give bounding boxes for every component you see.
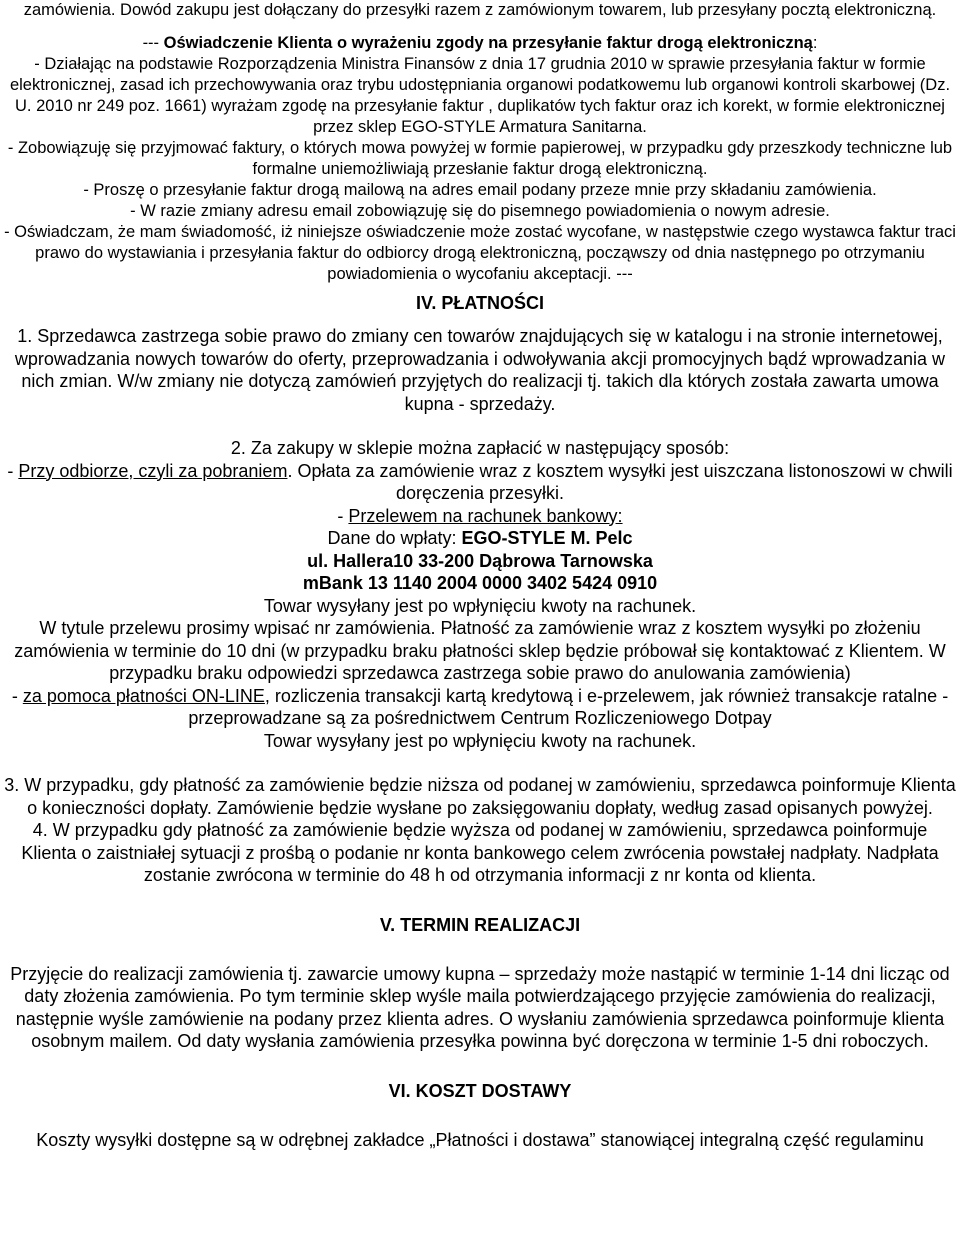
payment-name: EGO-STYLE M. Pelc <box>461 528 633 548</box>
section-4-paragraph-4: 4. W przypadku gdy płatność za zamówienie będzie wyższa od podanej w zamówieniu, sprzedawca poinformuje Klienta o zaistniałej sytuacji z prośbą o podanie nr konta bankowego celem zwrócenia powstałej nadpłaty. Nadpłata zostanie zwrócona w terminie do 48 h od otrzymania informacji z nr konta od klienta. <box>21 820 939 885</box>
declaration-heading-text: Oświadczenie Klienta o wyrażeniu zgody na przesyłanie faktur drogą elektroniczną <box>163 34 813 52</box>
bank-transfer-line <box>0 505 960 528</box>
payment-data-line <box>0 527 960 550</box>
declaration-paragraph-1: - Działając na podstawie Rozporządzenia Ministra Finansów z dnia 17 grudnia 2010 w sprawie przesyłania faktur w formie elektronicznej, zasad ich przechowywania oraz trybu udostępniania organowi podatkowemu lub organowi kontroli skarbowej (Dz. U. 2010 nr 249 poz. 1661) wyrażam zgodę na przesyłanie faktur , duplikatów tych faktur oraz ich korekt, w formie elektronicznej przez sklep EGO-STYLE Armatura Sanitarna. <box>9 55 951 136</box>
section-4-paragraph-2-title: 2. Za zakupy w sklepie można zapłacić w następujący sposób: <box>230 438 730 458</box>
declaration-paragraph-5: - Oświadczam, że mam świadomość, iż niniejsze oświadczenie może zostać wycofane, w następstwie czego wystawca faktur traci prawo do wystawiania i przesyłania faktur do odbiorcy drogą elektroniczną, począwszy od dnia następnego po otrzymaniu powiadomienia o wycofaniu akceptacji. --- <box>4 223 956 283</box>
section-6-paragraph: Koszty wysyłki dostępne są w odrębnej zakładce „Płatności i dostawa” stanowiącej integralną część regulaminu <box>36 1129 924 1150</box>
online-prefix: - <box>11 685 23 706</box>
bank-transfer-link[interactable]: Przelewem na rachunek bankowy: <box>348 505 623 526</box>
declaration-paragraph-2: - Zobowiązuję się przyjmować faktury, o których mowa powyżej w formie papierowej, w przypadku gdy przeszkody techniczne lub formalne uniemożliwiają przesłanie faktur drogą elektroniczną. <box>7 139 953 178</box>
online-payment-link[interactable]: za pomoca płatności ON-LINE <box>22 685 265 706</box>
cod-prefix: - <box>7 460 19 481</box>
declaration-heading-prefix: --- <box>142 34 164 52</box>
section-4-paragraph-1: 1. Sprzedawca zastrzega sobie prawo do zmiany cen towarów znajdujących się w katalogu i na stronie internetowej, wprowadzania nowych towarów do oferty, przeprowadzania i odwoływania akcji promocyjnych bądź wprowadzania w nich zmian. W/w zmiany nie dotyczą zamówień przyjętych do realizacji tj. takich dla których została zawarta umowa kupna - sprzedaży. <box>14 326 946 414</box>
declaration-paragraph-4: - W razie zmiany adresu email zobowiązuję się do pisemnego powiadomienia o nowym adresie. <box>130 202 830 220</box>
payment-address: ul. Hallera10 33-200 Dąbrowa Tarnowska <box>307 550 653 571</box>
online-payment-paragraph <box>0 685 960 730</box>
intro-paragraph: zamówienia. Dowód zakupu jest dołączany do przesyłki razem z zamówionym towarem, lub przesyłany pocztą elektroniczną. <box>23 1 937 19</box>
transfer-prefix: - <box>337 505 349 526</box>
declaration-paragraph-3: - Proszę o przesyłanie faktur drogą mailową na adres email podany przeze mnie przy składaniu zamówienia. <box>83 181 877 199</box>
section-6-title: VI. KOSZT DOSTAWY <box>388 1080 572 1101</box>
cash-on-delivery-paragraph <box>0 460 960 505</box>
declaration-heading <box>0 33 960 54</box>
shipping-after-payment-1: Towar wysyłany jest po wpłynięciu kwoty na rachunek. <box>263 595 697 616</box>
bank-account: mBank 13 1140 2004 0000 3402 5424 0910 <box>302 573 658 593</box>
cash-on-delivery-link[interactable]: Przy odbiorze, czyli za pobraniem <box>18 460 288 481</box>
section-4-paragraph-3: 3. W przypadku, gdy płatność za zamówienie będzie niższa od podanej w zamówieniu, sprzedawca poinformuje Klienta o konieczności dopłaty. Zamówienie będzie wysłane po zaksięgowaniu dopłaty, według zasad opisanych powyżej. <box>4 775 956 818</box>
shipping-after-payment-2: Towar wysyłany jest po wpłynięciu kwoty na rachunek. <box>263 730 697 751</box>
payment-label: Dane do wpłaty: <box>327 528 462 548</box>
online-text: , rozliczenia transakcji kartą kredytową i e-przelewem, jak również transakcje ratalne - przeprowadzane są za pośrednictwem Centrum Rozliczeniowego Dotpay <box>188 685 949 728</box>
section-5-title: V. TERMIN REALIZACJI <box>379 914 581 935</box>
section-5-paragraph: Przyjęcie do realizacji zamówienia tj. zawarcie umowy kupna – sprzedaży może nastąpić w terminie 1-14 dni licząc od daty złożenia zamówienia. Po tym terminie sklep wyśle maila potwierdzającego przyjęcie zamówienia do realizacji, następnie wyśle zamówienie na podany przez klienta adres. O wysłaniu zamówienia sprzedawca poinformuje klienta osobnym mailem. Od daty wysłania zamówienia przesyłka powinna być doręczona w terminie 1-5 dni roboczych. <box>10 963 950 1051</box>
section-4-title: IV. PŁATNOŚCI <box>415 293 545 313</box>
declaration-heading-suffix: : <box>812 34 818 52</box>
cod-text: . Opłata za zamówienie wraz z kosztem wysyłki jest uiszczana listonoszowi w chwili doręczenia przesyłki. <box>287 460 953 503</box>
transfer-title-paragraph: W tytule przelewu prosimy wpisać nr zamówienia. Płatność za zamówienie wraz z kosztem wysyłki po złożeniu zamówienia w terminie do 10 dni (w przypadku braku płatności sklep będzie próbował się kontaktować z Klientem. W przypadku braku odpowiedzi sprzedawca zastrzega sobie prawo do anulowania zamówienia) <box>14 618 946 683</box>
